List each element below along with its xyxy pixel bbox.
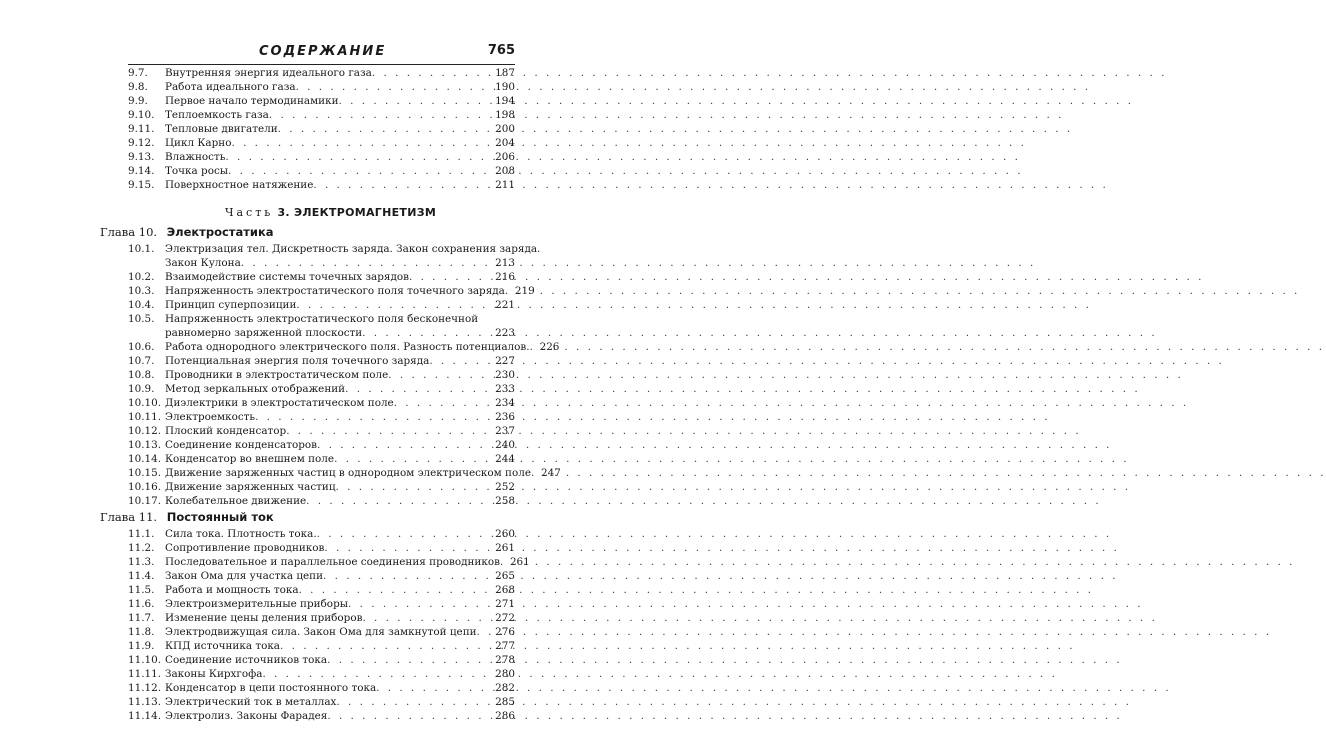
entry-title: Сила тока. Плотность тока. bbox=[165, 528, 317, 540]
entry-number: 10.15. bbox=[128, 467, 162, 479]
entry-title: Диэлектрики в электростатическом поле bbox=[165, 397, 394, 409]
entry-page: 216 bbox=[495, 271, 515, 283]
entry-title: Сопротивление проводников bbox=[165, 542, 325, 554]
toc-entry[interactable] bbox=[128, 541, 515, 555]
leader-dots bbox=[327, 709, 493, 723]
entry-number: 10.6. bbox=[128, 341, 155, 353]
toc-entry[interactable] bbox=[128, 368, 515, 382]
entry-title: Влажность bbox=[165, 151, 226, 163]
toc-entry[interactable] bbox=[128, 695, 515, 709]
leader-dots bbox=[500, 555, 508, 569]
leader-dots bbox=[336, 480, 494, 494]
entry-page: 261 bbox=[495, 542, 515, 554]
part-label: Часть bbox=[225, 206, 274, 219]
entry-page: 219 bbox=[514, 285, 535, 297]
entry-page: 285 bbox=[495, 696, 515, 708]
toc-entry[interactable] bbox=[128, 625, 515, 639]
leader-dots bbox=[429, 354, 493, 368]
entry-page: 252 bbox=[495, 481, 515, 493]
entry-number: 10.10. bbox=[128, 397, 162, 409]
entry-page: 272 bbox=[495, 612, 515, 624]
chapter-label: Глава 11. bbox=[100, 510, 158, 524]
entry-page: 268 bbox=[495, 584, 515, 596]
entry-title: Конденсатор во внешнем поле bbox=[165, 453, 335, 465]
leader-dots bbox=[269, 108, 493, 122]
entry-title-cont: равномерно заряженной плоскости bbox=[165, 327, 363, 339]
toc-entry[interactable] bbox=[128, 438, 515, 452]
entry-page: 234 bbox=[495, 397, 515, 409]
entry-title: Проводники в электростатическом поле bbox=[165, 369, 389, 381]
entry-page: 271 bbox=[495, 598, 515, 610]
toc-entry-line1[interactable] bbox=[128, 242, 540, 256]
entry-number: 11.11. bbox=[128, 668, 162, 680]
entry-title: Последовательное и параллельное соединения проводников bbox=[165, 556, 500, 568]
leader-dots bbox=[278, 122, 493, 136]
entry-number: 9.10. bbox=[128, 109, 155, 121]
entry-number: 9.14. bbox=[128, 165, 155, 177]
entry-page: 276 bbox=[495, 626, 515, 638]
entry-page: 213 bbox=[495, 257, 515, 269]
toc-entry[interactable] bbox=[128, 108, 515, 122]
entry-number: 10.17. bbox=[128, 495, 162, 507]
entry-title: Изменение цены деления приборов bbox=[165, 612, 363, 624]
header-title: СОДЕРЖАНИЕ bbox=[259, 44, 387, 59]
entry-number: 10.7. bbox=[128, 355, 155, 367]
entry-title: Движение заряженных частиц в однородном электрическом поле bbox=[165, 467, 531, 479]
leader-dots bbox=[505, 284, 513, 298]
entry-page: 247 bbox=[541, 467, 561, 479]
entry-title: Законы Кирхгофа bbox=[165, 668, 263, 680]
entry-number: 11.9. bbox=[128, 640, 155, 652]
leader-dots bbox=[241, 256, 493, 270]
leader-dots bbox=[388, 368, 493, 382]
toc-entry[interactable] bbox=[128, 583, 515, 597]
chapter-heading[interactable] bbox=[100, 510, 274, 524]
entry-title: Потенциальная энергия поля точечного заряда bbox=[165, 355, 430, 367]
entry-number: 11.14. bbox=[128, 710, 162, 722]
entry-title: Движение заряженных частиц bbox=[165, 481, 336, 493]
leader-dots bbox=[477, 625, 494, 639]
running-header bbox=[128, 42, 515, 65]
leader-dots bbox=[299, 583, 494, 597]
toc-entry[interactable] bbox=[128, 66, 515, 80]
toc-entry[interactable] bbox=[128, 396, 515, 410]
entry-title: Колебательное движение bbox=[165, 495, 307, 507]
toc-entry[interactable] bbox=[128, 569, 515, 583]
entry-page: 194 bbox=[495, 95, 515, 107]
entry-title: Внутренняя энергия идеального газа bbox=[165, 67, 372, 79]
entry-number: 10.14. bbox=[128, 453, 162, 465]
leader-dots bbox=[362, 326, 493, 340]
toc-entry[interactable] bbox=[128, 164, 515, 178]
entry-page: 277 bbox=[495, 640, 515, 652]
entry-title-cont: Закон Кулона bbox=[165, 257, 241, 269]
toc-entry[interactable] bbox=[128, 555, 530, 569]
leader-dots bbox=[324, 541, 493, 555]
entry-number: 10.12. bbox=[128, 425, 162, 437]
entry-page: 226 bbox=[539, 341, 560, 353]
entry-number: 10.3. bbox=[128, 285, 155, 297]
entry-number: 9.8. bbox=[128, 81, 148, 93]
toc-entry[interactable] bbox=[128, 94, 515, 108]
leader-dots bbox=[336, 695, 493, 709]
toc-entry[interactable] bbox=[128, 354, 515, 368]
entry-number: 9.15. bbox=[128, 179, 155, 191]
leader-dots bbox=[317, 438, 493, 452]
toc-entry[interactable] bbox=[128, 527, 515, 541]
header-page-number: 765 bbox=[487, 43, 515, 58]
entry-page: 208 bbox=[495, 165, 515, 177]
leader-dots bbox=[376, 681, 493, 695]
entry-number: 11.7. bbox=[128, 612, 155, 624]
entry-number: 11.2. bbox=[128, 542, 155, 554]
leader-dots bbox=[231, 136, 493, 150]
entry-title: Взаимодействие системы точечных зарядов bbox=[165, 271, 409, 283]
leader-dots bbox=[323, 569, 493, 583]
entry-page: 227 bbox=[495, 355, 515, 367]
entry-number: 11.13. bbox=[128, 696, 162, 708]
leader-dots bbox=[345, 382, 493, 396]
toc-entry[interactable] bbox=[128, 480, 515, 494]
entry-page: 286 bbox=[495, 710, 515, 722]
entry-page: 280 bbox=[495, 668, 515, 680]
toc-entry[interactable] bbox=[128, 150, 515, 164]
entry-title: Тепловые двигатели bbox=[165, 123, 278, 135]
leader-dots bbox=[296, 298, 493, 312]
entry-title: Электризация тел. Дискретность заряда. Закон сохранения заряда. bbox=[165, 243, 541, 255]
entry-number: 10.13. bbox=[128, 439, 162, 451]
entry-page: 204 bbox=[495, 137, 515, 149]
toc-entry[interactable] bbox=[128, 80, 515, 94]
leader-dots bbox=[280, 639, 493, 653]
toc-entry[interactable] bbox=[128, 494, 515, 508]
entry-title: Напряженность электростатического поля бесконечной bbox=[165, 313, 479, 325]
leader-dots bbox=[228, 164, 493, 178]
entry-title: Электрический ток в металлах bbox=[165, 696, 337, 708]
entry-page: 278 bbox=[495, 654, 515, 666]
leader-dots bbox=[296, 80, 494, 94]
entry-page: 261 bbox=[509, 556, 530, 568]
leader-dots bbox=[394, 396, 493, 410]
entry-title: Плоский конденсатор bbox=[165, 425, 287, 437]
entry-number: 9.13. bbox=[128, 151, 155, 163]
toc-entry-line1[interactable] bbox=[128, 312, 478, 326]
entry-page: 265 bbox=[495, 570, 515, 582]
entry-number: 10.8. bbox=[128, 369, 155, 381]
toc-entry[interactable] bbox=[128, 178, 515, 192]
toc-entry[interactable] bbox=[128, 597, 515, 611]
entry-page: 221 bbox=[495, 299, 515, 311]
entry-page: 223 bbox=[495, 327, 515, 339]
entry-title: Цикл Карно bbox=[165, 137, 232, 149]
entry-number: 11.3. bbox=[128, 556, 155, 568]
leader-dots bbox=[286, 424, 493, 438]
entry-page: 198 bbox=[495, 109, 515, 121]
entry-page: 187 bbox=[495, 67, 515, 79]
entry-page: 230 bbox=[495, 369, 515, 381]
entry-number: 10.9. bbox=[128, 383, 155, 395]
entry-number: 11.8. bbox=[128, 626, 155, 638]
toc-entry[interactable] bbox=[128, 681, 515, 695]
toc-entry[interactable] bbox=[128, 424, 515, 438]
entry-number: 9.11. bbox=[128, 123, 155, 135]
entry-page: 200 bbox=[495, 123, 515, 135]
leader-dots bbox=[531, 466, 539, 480]
entry-number: 11.10. bbox=[128, 654, 162, 666]
toc-entry[interactable] bbox=[128, 410, 515, 424]
leader-dots bbox=[255, 410, 493, 424]
entry-title: Конденсатор в цепи постоянного тока bbox=[165, 682, 377, 694]
toc-entry[interactable] bbox=[128, 136, 515, 150]
entry-title: Точка росы bbox=[165, 165, 229, 177]
toc-entry[interactable] bbox=[128, 284, 535, 298]
entry-number: 9.9. bbox=[128, 95, 148, 107]
leader-dots bbox=[530, 340, 538, 354]
entry-page: 244 bbox=[495, 453, 515, 465]
entry-title: Электролиз. Законы Фарадея bbox=[165, 710, 328, 722]
entry-title: Работа идеального газа bbox=[165, 81, 296, 93]
entry-page: 233 bbox=[495, 383, 515, 395]
entry-number: 10.5. bbox=[128, 313, 155, 325]
entry-number: 10.11. bbox=[128, 411, 162, 423]
leader-dots bbox=[362, 611, 493, 625]
toc-entry[interactable] bbox=[128, 639, 515, 653]
toc-entry[interactable] bbox=[128, 270, 515, 284]
entry-number: 11.1. bbox=[128, 528, 155, 540]
toc-entry[interactable] bbox=[128, 340, 560, 354]
leader-dots bbox=[262, 667, 493, 681]
entry-title: Первое начало термодинамики bbox=[165, 95, 339, 107]
toc-entry[interactable] bbox=[128, 452, 515, 466]
entry-page: 282 bbox=[495, 682, 515, 694]
entry-page: 237 bbox=[495, 425, 515, 437]
leader-dots bbox=[372, 66, 493, 80]
entry-page: 258 bbox=[495, 495, 515, 507]
toc-entry-line2[interactable] bbox=[165, 326, 515, 340]
leader-dots bbox=[225, 150, 493, 164]
entry-title: КПД источника тока bbox=[165, 640, 281, 652]
entry-page: 240 bbox=[495, 439, 515, 451]
entry-number: 9.7. bbox=[128, 67, 148, 79]
leader-dots bbox=[306, 494, 493, 508]
toc-entry[interactable] bbox=[128, 653, 515, 667]
toc-entry[interactable] bbox=[128, 382, 515, 396]
part-title: 3. ЭЛЕКТРОМАГНЕТИЗМ bbox=[277, 206, 437, 219]
leader-dots bbox=[317, 527, 494, 541]
chapter-title: Постоянный ток bbox=[166, 510, 274, 524]
entry-title: Электроизмерительные приборы bbox=[165, 598, 348, 610]
entry-number: 10.4. bbox=[128, 299, 155, 311]
entry-page: 260 bbox=[495, 528, 515, 540]
entry-title: Напряженность электростатического поля точечного заряда bbox=[165, 285, 505, 297]
leader-dots bbox=[313, 178, 493, 192]
entry-title: Поверхностное натяжение bbox=[165, 179, 314, 191]
toc-entry[interactable] bbox=[128, 709, 515, 723]
toc-entry[interactable] bbox=[128, 122, 515, 136]
part-heading bbox=[225, 206, 436, 219]
entry-page: 236 bbox=[495, 411, 515, 423]
entry-title: Соединение конденсаторов bbox=[165, 439, 317, 451]
leader-dots bbox=[339, 94, 494, 108]
entry-title: Электроемкость bbox=[165, 411, 256, 423]
leader-dots bbox=[348, 597, 493, 611]
entry-title: Теплоемкость газа bbox=[165, 109, 269, 121]
entry-title: Принцип суперпозиции bbox=[165, 299, 297, 311]
entry-number: 11.5. bbox=[128, 584, 155, 596]
entry-number: 11.4. bbox=[128, 570, 155, 582]
chapter-heading[interactable] bbox=[100, 225, 274, 239]
entry-title: Метод зеркальных отображений bbox=[165, 383, 346, 395]
entry-title: Работа и мощность тока bbox=[165, 584, 299, 596]
chapter-label: Глава 10. bbox=[100, 225, 158, 239]
entry-number: 11.6. bbox=[128, 598, 155, 610]
toc-entry[interactable] bbox=[128, 667, 515, 681]
toc-entry[interactable] bbox=[128, 298, 515, 312]
entry-title: Электродвижущая сила. Закон Ома для замкнутой цепи bbox=[165, 626, 477, 638]
entry-number: 10.2. bbox=[128, 271, 155, 283]
entry-page: 211 bbox=[495, 179, 515, 191]
entry-number: 11.12. bbox=[128, 682, 162, 694]
entry-title: Соединение источников тока bbox=[165, 654, 328, 666]
leader-dots bbox=[327, 653, 493, 667]
leader-dots bbox=[334, 452, 493, 466]
entry-page: 206 bbox=[495, 151, 515, 163]
toc-entry-line2[interactable] bbox=[165, 256, 515, 270]
entry-number: 10.1. bbox=[128, 243, 155, 255]
entry-number: 10.16. bbox=[128, 481, 162, 493]
leader-dots bbox=[409, 270, 493, 284]
entry-title: Закон Ома для участка цепи bbox=[165, 570, 324, 582]
chapter-title: Электростатика bbox=[166, 225, 274, 239]
entry-title: Работа однородного электрического поля. Разность потенциалов. bbox=[165, 341, 530, 353]
toc-entry[interactable] bbox=[128, 611, 515, 625]
entry-number: 9.12. bbox=[128, 137, 155, 149]
entry-page: 190 bbox=[495, 81, 515, 93]
toc-entry[interactable] bbox=[128, 466, 561, 480]
